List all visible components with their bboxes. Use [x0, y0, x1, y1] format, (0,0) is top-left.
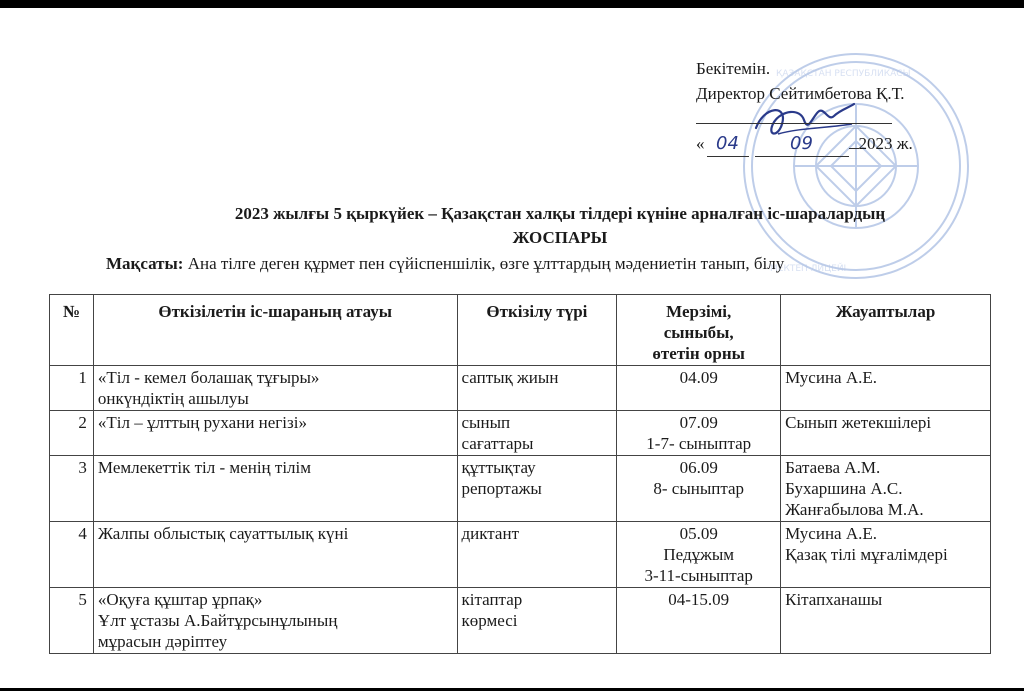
table-row	[50, 588, 991, 654]
signature-underline	[696, 106, 913, 131]
cell-event-name	[93, 456, 457, 522]
cell-event-type	[457, 411, 617, 456]
cell-date	[617, 588, 781, 654]
table-row	[50, 366, 991, 411]
purpose-label: Мақсаты:	[106, 254, 184, 273]
cell-date-line: 04-15.09	[668, 590, 730, 609]
cell-event-name-line: онкүндіктің ашылуы	[97, 389, 249, 408]
cell-responsible	[781, 588, 991, 654]
cell-responsible	[781, 522, 991, 588]
date-day: 04	[716, 133, 739, 154]
cell-event-type-line: кітаптар	[461, 590, 523, 609]
cell-event-name-line: Жалпы облыстық сауаттылық күні	[97, 524, 349, 543]
cell-responsible-line: Сынып жетекшілері	[785, 413, 932, 432]
cell-event-name-line: мұрасын дәріптеу	[97, 632, 228, 651]
document-subtitle: ЖОСПАРЫ	[512, 228, 608, 247]
cell-number: 4	[50, 522, 94, 588]
approval-date	[696, 131, 913, 157]
cell-event-name-line: «Тіл - кемел болашақ тұғыры»	[97, 368, 320, 387]
cell-number: 5	[50, 588, 94, 654]
cell-date-line: 07.09	[679, 413, 718, 432]
cell-responsible-line: Қазақ тілі мұғалімдері	[785, 545, 948, 564]
cell-date-line: 05.09	[679, 524, 718, 543]
purpose-text: Ана тілге деген құрмет пен сүйіспеншілік, өзге ұлттардың мәдениетін танып, білу	[183, 254, 785, 273]
events-plan-table	[49, 294, 991, 654]
header-date-line-2: сыныбы,	[663, 323, 734, 342]
cell-date-line: 04.09	[679, 368, 718, 387]
cell-responsible	[781, 456, 991, 522]
cell-event-name	[93, 522, 457, 588]
date-open-quote: «	[696, 134, 705, 153]
header-responsible: Жауаптылар	[781, 295, 991, 366]
cell-responsible-line: Кітапханашы	[785, 590, 883, 609]
document-title: 2023 жылғы 5 қыркүйек – Қазақстан халқы тілдері күніне арналған іс-шаралардың	[234, 204, 886, 223]
cell-date-line: 8- сыныптар	[653, 479, 745, 498]
cell-responsible-line: Мусина А.Е.	[785, 524, 877, 543]
cell-event-name	[93, 411, 457, 456]
approval-line-1: Бекітемін.	[696, 59, 771, 78]
cell-responsible-line: Бухаршина А.С.	[785, 479, 903, 498]
cell-date-line: 06.09	[679, 458, 718, 477]
cell-event-name	[93, 588, 457, 654]
cell-event-type-line: репортажы	[461, 479, 542, 498]
header-date-class-place	[617, 295, 781, 366]
approval-block	[696, 56, 913, 157]
cell-event-name-line: «Оқуға құштар ұрпақ»	[97, 590, 263, 609]
cell-event-type	[457, 456, 617, 522]
cell-event-type	[457, 522, 617, 588]
cell-responsible	[781, 366, 991, 411]
approval-line-2: Директор Сейтимбетова Қ.Т.	[696, 84, 905, 103]
cell-number: 1	[50, 366, 94, 411]
cell-event-type	[457, 588, 617, 654]
table-row	[50, 411, 991, 456]
cell-event-name	[93, 366, 457, 411]
cell-responsible-line: Жанғабылова М.А.	[785, 500, 924, 519]
header-event-name: Өткізілетін іс-шараның атауы	[93, 295, 457, 366]
cell-number: 2	[50, 411, 94, 456]
header-date-line-3: өтетін орны	[652, 344, 745, 363]
cell-date-line: 1-7- сыныптар	[646, 434, 752, 453]
cell-date	[617, 522, 781, 588]
date-year: 2023 ж.	[858, 134, 913, 153]
cell-responsible-line: Батаева А.М.	[785, 458, 881, 477]
cell-date-line: Педұжым	[663, 545, 735, 564]
header-number: №	[50, 295, 94, 366]
cell-event-type-line: құттықтау	[461, 458, 536, 477]
cell-event-type-line: диктант	[461, 524, 520, 543]
cell-date	[617, 411, 781, 456]
header-date-line-1: Мерзімі,	[666, 302, 732, 321]
svg-text:МЕКТЕП ЛИЦЕЙІ: МЕКТЕП ЛИЦЕЙІ	[770, 264, 847, 274]
purpose-line	[106, 254, 784, 274]
cell-date-line: 3-11-сыныптар	[644, 566, 753, 585]
svg-text:ҚАЗАҚСТАН РЕСПУБЛИКАСЫ: ҚАЗАҚСТАН РЕСПУБЛИКАСЫ	[776, 69, 911, 79]
cell-date	[617, 366, 781, 411]
cell-event-name-line: Мемлекеттік тіл - менің тілім	[97, 458, 312, 477]
table-row	[50, 456, 991, 522]
cell-event-name-line: Ұлт ұстазы А.Байтұрсынұлының	[97, 611, 338, 630]
table-row	[50, 522, 991, 588]
cell-responsible-line: Мусина А.Е.	[785, 368, 877, 387]
cell-event-type	[457, 366, 617, 411]
header-event-type: Өткізілу түрі	[457, 295, 617, 366]
cell-event-type-line: сынып	[461, 413, 511, 432]
cell-event-type-line: көрмесі	[461, 611, 518, 630]
table-header-row	[50, 295, 991, 366]
cell-event-type-line: сағаттары	[461, 434, 534, 453]
cell-event-type-line: саптық жиын	[461, 368, 559, 387]
cell-responsible	[781, 411, 991, 456]
cell-date	[617, 456, 781, 522]
top-black-bar	[0, 0, 1024, 8]
cell-event-name-line: «Тіл – ұлттың рухани негізі»	[97, 413, 307, 432]
date-month: 09	[790, 133, 813, 154]
cell-number: 3	[50, 456, 94, 522]
